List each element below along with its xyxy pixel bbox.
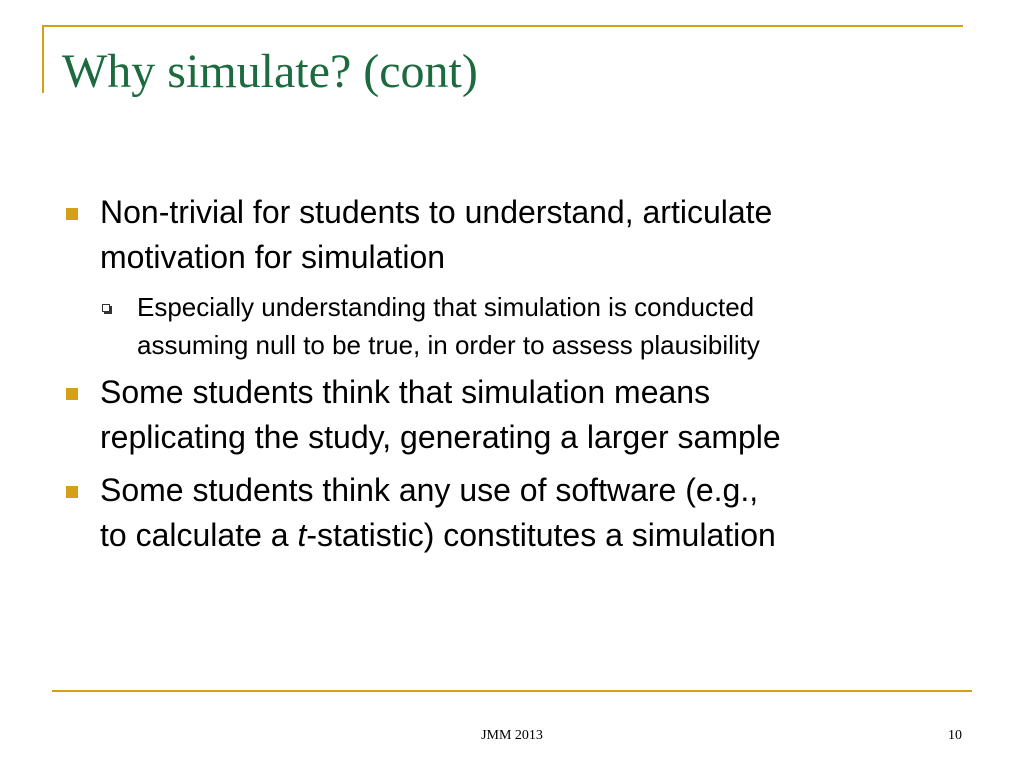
sub-bullet-item-1	[100, 288, 966, 364]
t-statistic-italic: t	[297, 517, 307, 553]
square-bullet-icon	[66, 486, 78, 498]
sub-bullet-1-line-2: assuming null to be true, in order to assess plausibility	[137, 330, 760, 360]
bullet-item-3	[66, 468, 966, 558]
bullet-item-2	[66, 370, 966, 460]
footer-rule	[52, 690, 972, 692]
bullet-3-line-2-start: to calculate a	[100, 517, 298, 553]
bullet-1-line-1: Non-trivial for students to understand, articulate	[100, 194, 773, 230]
slide-content	[66, 190, 966, 566]
hollow-square-bullet-icon	[102, 304, 110, 312]
bullet-3-line-2	[100, 513, 966, 558]
square-bullet-icon	[66, 208, 78, 220]
bullet-2-line-2: replicating the study, generating a larger sample	[100, 419, 781, 455]
footer-event-label: JMM 2013	[481, 728, 543, 743]
footer-page-number: 10	[948, 728, 962, 743]
slide-title: Why simulate? (cont)	[62, 45, 478, 98]
bullet-2-line-1: Some students think that simulation means	[100, 374, 711, 410]
title-frame-vertical-rule	[42, 25, 44, 93]
bullet-1-line-2: motivation for simulation	[100, 239, 446, 275]
bullet-3-line-1: Some students think any use of software (e.g.,	[100, 472, 759, 508]
bullet-item-1	[66, 190, 966, 280]
square-bullet-icon	[66, 388, 78, 400]
sub-bullet-1-line-1: Especially understanding that simulation is conducted	[137, 292, 755, 322]
title-frame-top-rule	[42, 25, 963, 27]
bullet-3-line-2-end: -statistic) constitutes a simulation	[306, 517, 776, 553]
